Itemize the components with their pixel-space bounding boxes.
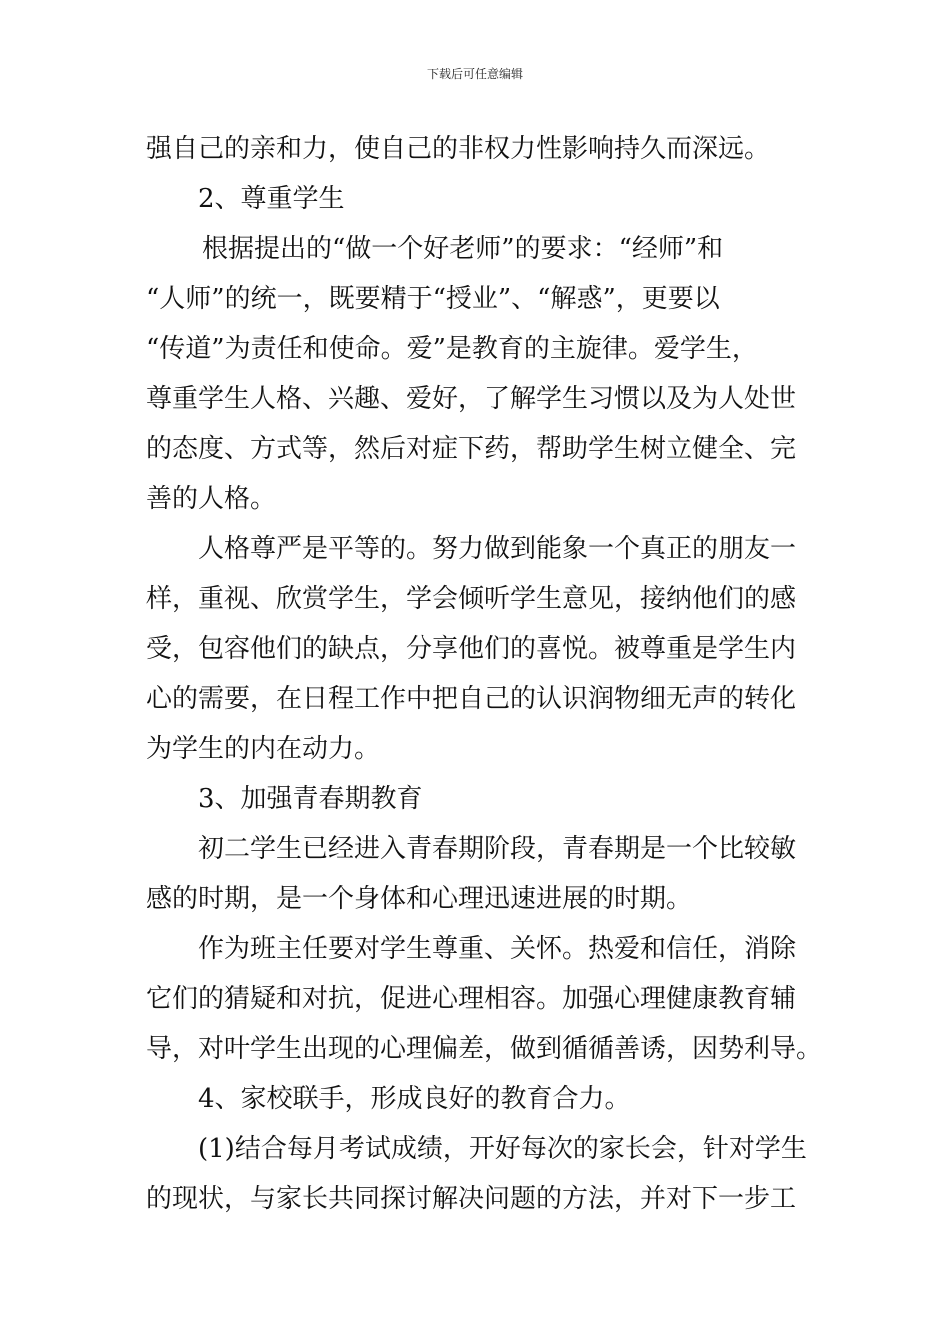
document-body	[146, 124, 823, 1224]
section-heading: 2、尊重学生	[198, 184, 345, 214]
paragraph-line: 样，重视、欣赏学生，学会倾听学生意见，接纳他们的感	[146, 584, 797, 614]
paragraph-line: 的态度、方式等，然后对症下药，帮助学生树立健全、完	[146, 434, 797, 464]
paragraph-line: 为学生的内在动力。	[146, 734, 381, 764]
paragraph-line: 人格尊严是平等的。努力做到能象一个真正的朋友一	[198, 534, 797, 564]
paragraph-line: 作为班主任要对学生尊重、关怀。热爱和信任，消除	[198, 934, 797, 964]
page-header: 下载后可任意编辑	[426, 67, 523, 81]
section-heading: 3、加强青春期教育	[198, 784, 423, 814]
paragraph-line: “人师”的统一，既要精于“授业”、“解惑”，更要以	[146, 284, 720, 314]
section-heading: 4、家校联手，形成良好的教育合力。	[198, 1084, 631, 1114]
paragraph-line: 导，对叶学生出现的心理偏差，做到循循善诱，因势利导。	[146, 1034, 823, 1064]
paragraph-line: 根据提出的“做一个好老师”的要求：“经师”和	[202, 234, 724, 264]
paragraph-line: 强自己的亲和力，使自己的非权力性影响持久而深远。	[146, 134, 771, 164]
paragraph-line: 感的时期，是一个身体和心理迅速进展的时期。	[146, 884, 693, 914]
paragraph-line: 的现状，与家长共同探讨解决问题的方法，并对下一步工	[146, 1184, 797, 1214]
paragraph-line: 尊重学生人格、兴趣、爱好，了解学生习惯以及为人处世	[146, 384, 797, 414]
paragraph-line: 心的需要，在日程工作中把自己的认识润物细无声的转化	[146, 684, 797, 714]
paragraph-line: (1)结合每月考试成绩，开好每次的家长会，针对学生	[198, 1134, 807, 1164]
paragraph-line: 受，包容他们的缺点，分享他们的喜悦。被尊重是学生内	[146, 634, 797, 664]
paragraph-line: “传道”为责任和使命。爱”是教育的主旋律。爱学生，	[146, 334, 758, 364]
paragraph-line: 它们的猜疑和对抗，促进心理相容。加强心理健康教育辅	[146, 984, 797, 1014]
paragraph-line: 善的人格。	[146, 484, 277, 514]
paragraph-line: 初二学生已经进入青春期阶段，青春期是一个比较敏	[198, 834, 797, 864]
